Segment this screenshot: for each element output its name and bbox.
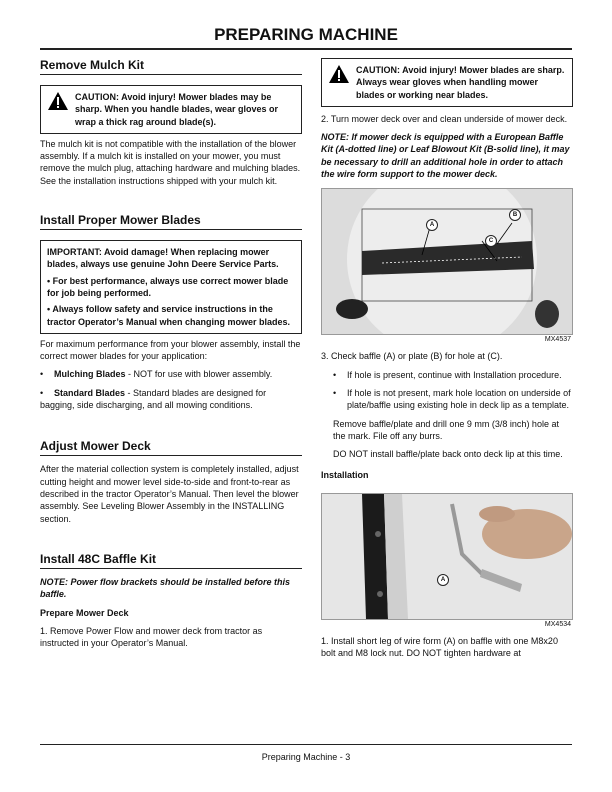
deck-body: After the material collection system is completely installed, adjust cutting height and mower level side-to-side and front-to-rear as described in the tractor Operator’s Manual. Then level the blower assembly. See Leveling Blower Assembly in the INSTALLING section. <box>40 464 299 524</box>
warning-icon <box>47 91 69 111</box>
bullet-mulching: • Mulching Blades - NOT for use with blower assembly. <box>40 369 273 380</box>
page-footer: Preparing Machine - 3 <box>261 752 351 762</box>
baffle-heading: Install 48C Baffle Kit <box>40 551 157 566</box>
important-text: IMPORTANT: Avoid damage! When replacing mower blades, always use genuine John Deere Service Parts. <box>47 247 279 270</box>
caution-box-blades <box>321 58 573 107</box>
baffle-step-1: 1. Remove Power Flow and mower deck from tractor as instructed in your Operator’s Manual. <box>40 625 263 649</box>
baffle-note: NOTE: Power flow brackets should be installed before this baffle. <box>40 576 291 600</box>
step3-drill: Remove baffle/plate and drill one 9 mm (3/8 inch) hole at the mark. File off any burrs. <box>333 418 559 441</box>
bullet-standard: • Standard Blades - Standard blades are designed for bagging, side discharging, and all mowing conditions. <box>40 387 267 411</box>
important-bullet-2: • Always follow safety and service instructions in the tractor Operator’s Manual when changing mower blades. <box>47 304 291 327</box>
footer-rule <box>40 744 572 745</box>
blades-heading: Install Proper Mower Blades <box>40 213 201 228</box>
callout-a-wire: A <box>437 574 449 586</box>
deck-heading: Adjust Mower Deck <box>40 439 151 454</box>
remove-mulch-heading: Remove Mulch Kit <box>40 58 145 72</box>
deck-heading-wrap <box>40 439 302 456</box>
wire-form-illustration <box>322 494 572 619</box>
installation-step-1: 1. Install short leg of wire form (A) on baffle with one M8x20 bolt and M8 lock nut. DO NOT tighten hardware at <box>321 635 558 659</box>
photo-wire-form <box>321 493 573 620</box>
step-2: 2. Turn mower deck over and clean underside of mower deck. <box>321 113 568 124</box>
step-3: 3. Check baffle (A) or plate (B) for hole at (C). <box>321 351 503 362</box>
step3-bullet-2: • If hole is not present, mark hole location on underside of plate/baffle using existing hole in deck lip as a template. <box>333 387 571 411</box>
mulching-text: - NOT for use with blower assembly. <box>125 369 273 380</box>
european-baffle-note: NOTE: If mower deck is equipped with a European Baffle Kit (A-dotted line) or Leaf Blowout Kit (B-solid line), it may be necessary to drill an additional hole in order to attach the wire form support to the mower deck. <box>321 132 570 180</box>
left-column <box>40 58 302 649</box>
important-box <box>40 240 302 334</box>
mulch-body: The mulch kit is not compatible with the installation of the blower assembly. If a mulch kit is installed on your mower, you must remove the mulch plug, attaching hardware and mulching blades. See the installation instructions shipped with your mulch kit. <box>40 138 301 186</box>
photo-caption-1: MX4537 <box>544 336 571 344</box>
installation-heading: Installation <box>321 470 369 481</box>
mulching-term: Mulching Blades <box>54 369 126 380</box>
standard-text: - Standard blades are designed for bagging, side discharging, and all mowing conditions. <box>40 387 267 411</box>
callout-c: C <box>485 235 497 247</box>
step3-bullet-1: • If hole is present, continue with Installation procedure. <box>333 369 562 380</box>
blades-heading-wrap <box>40 213 302 230</box>
prepare-deck-heading: Prepare Mower Deck <box>40 608 129 619</box>
caution-text-blades: CAUTION: Avoid injury! Mower blades are sharp. Always wear gloves when handling mower blades or working near blades. <box>356 65 565 100</box>
caution-box-mulch <box>40 85 302 134</box>
right-column <box>321 58 573 659</box>
remove-mulch-heading-wrap <box>40 58 302 75</box>
blades-body: For maximum performance from your blower assembly, install the correct mower blades for your application: <box>40 338 301 362</box>
deck-illustration <box>322 189 572 334</box>
page-title: PREPARING MACHINE <box>40 22 572 50</box>
important-bullet-1: • For best performance, always use correct mower blade for job being performed. <box>47 275 289 298</box>
warning-icon <box>328 64 350 84</box>
step3-donot: DO NOT install baffle/plate back onto deck lip at this time. <box>333 449 563 460</box>
baffle-heading-wrap <box>40 552 302 569</box>
standard-term: Standard Blades <box>54 387 126 398</box>
callout-b: B <box>509 209 521 221</box>
caution-text-mulch: CAUTION: Avoid injury! Mower blades may be sharp. When you handle blades, wear gloves or wrap a thick rag around blade(s). <box>75 92 279 127</box>
photo-caption-2: MX4534 <box>544 620 571 628</box>
photo-deck-underside <box>321 188 573 335</box>
callout-a: A <box>426 219 438 231</box>
